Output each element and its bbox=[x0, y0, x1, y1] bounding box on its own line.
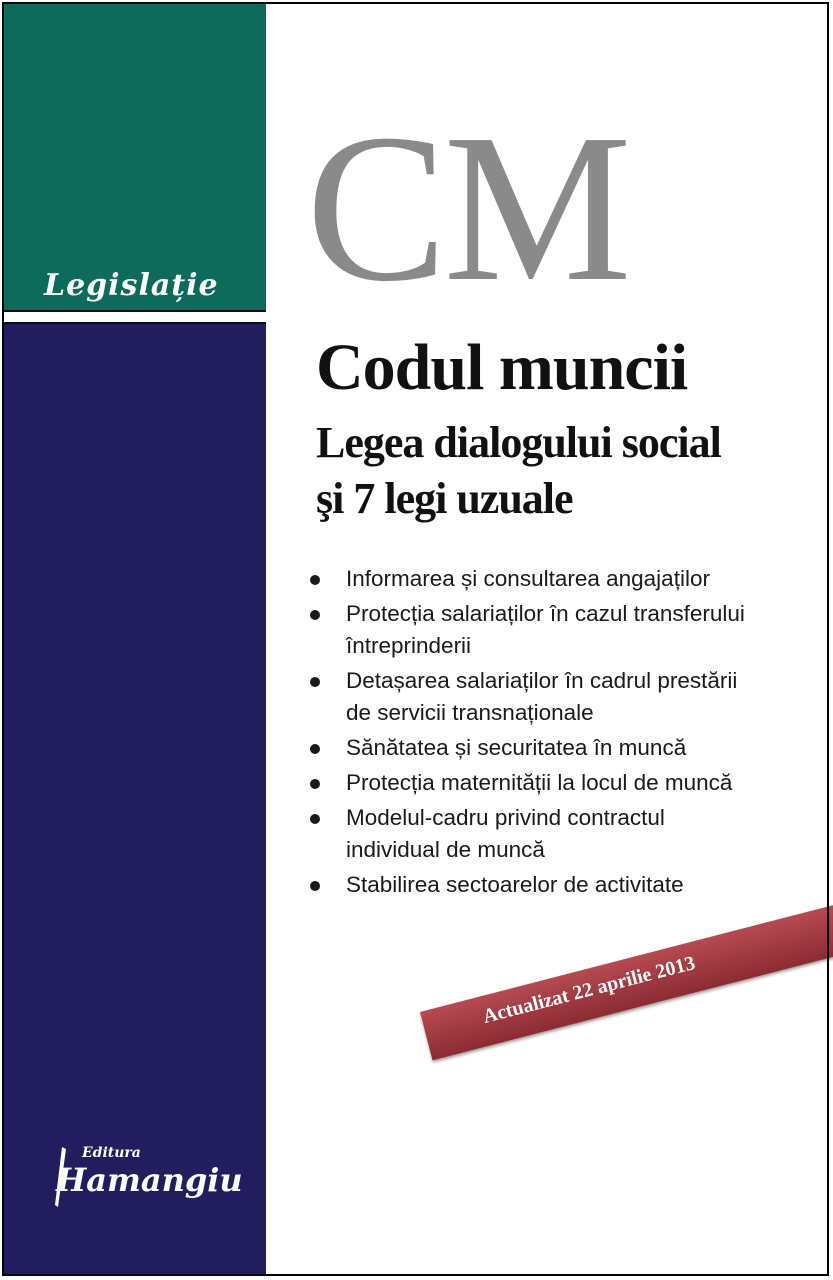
publisher-small-label: Editura bbox=[82, 1145, 141, 1161]
navy-panel bbox=[4, 324, 266, 1274]
bullet-icon bbox=[310, 677, 320, 687]
topic-text: Protecția salariaților în cazul transferului întreprinderii bbox=[346, 601, 745, 658]
separator-strip bbox=[4, 310, 266, 324]
bullet-icon bbox=[310, 610, 320, 620]
topic-item bbox=[310, 869, 810, 901]
topic-item bbox=[310, 598, 810, 662]
bullet-icon bbox=[310, 575, 320, 585]
topic-text: Sănătatea și securitatea în muncă bbox=[346, 735, 687, 760]
topic-item bbox=[310, 802, 810, 866]
subtitle-line-1: Legea dialogului social bbox=[316, 418, 721, 467]
publisher-name: Hamangiu bbox=[56, 1161, 243, 1199]
bullet-icon bbox=[310, 881, 320, 891]
publisher-logo bbox=[52, 1145, 272, 1215]
topic-item bbox=[310, 563, 810, 595]
topic-text: Stabilirea sectoarelor de activitate bbox=[346, 872, 684, 897]
book-title: Codul muncii bbox=[316, 331, 688, 404]
cm-logo-mark: CM bbox=[306, 90, 628, 325]
subtitle-line-2: şi 7 legi uzuale bbox=[316, 474, 573, 523]
topic-item bbox=[310, 665, 810, 729]
bullet-icon bbox=[310, 814, 320, 824]
topic-text: Detașarea salariaților în cadrul prestării de servicii transnaționale bbox=[346, 668, 738, 725]
series-label: Legislație bbox=[44, 268, 219, 303]
topics-list bbox=[310, 563, 810, 904]
update-ribbon bbox=[420, 882, 833, 1061]
topic-item bbox=[310, 732, 810, 764]
bullet-icon bbox=[310, 744, 320, 754]
topic-text: Modelul-cadru privind contractul individual de muncă bbox=[346, 805, 665, 862]
topic-text: Informarea și consultarea angajaților bbox=[346, 566, 710, 591]
teal-panel bbox=[4, 4, 266, 310]
topic-text: Protecția maternității la locul de muncă bbox=[346, 770, 733, 795]
bullet-icon bbox=[310, 779, 320, 789]
update-date-label: Actualizat 22 aprilie 2013 bbox=[480, 951, 698, 1028]
topic-item bbox=[310, 767, 810, 799]
